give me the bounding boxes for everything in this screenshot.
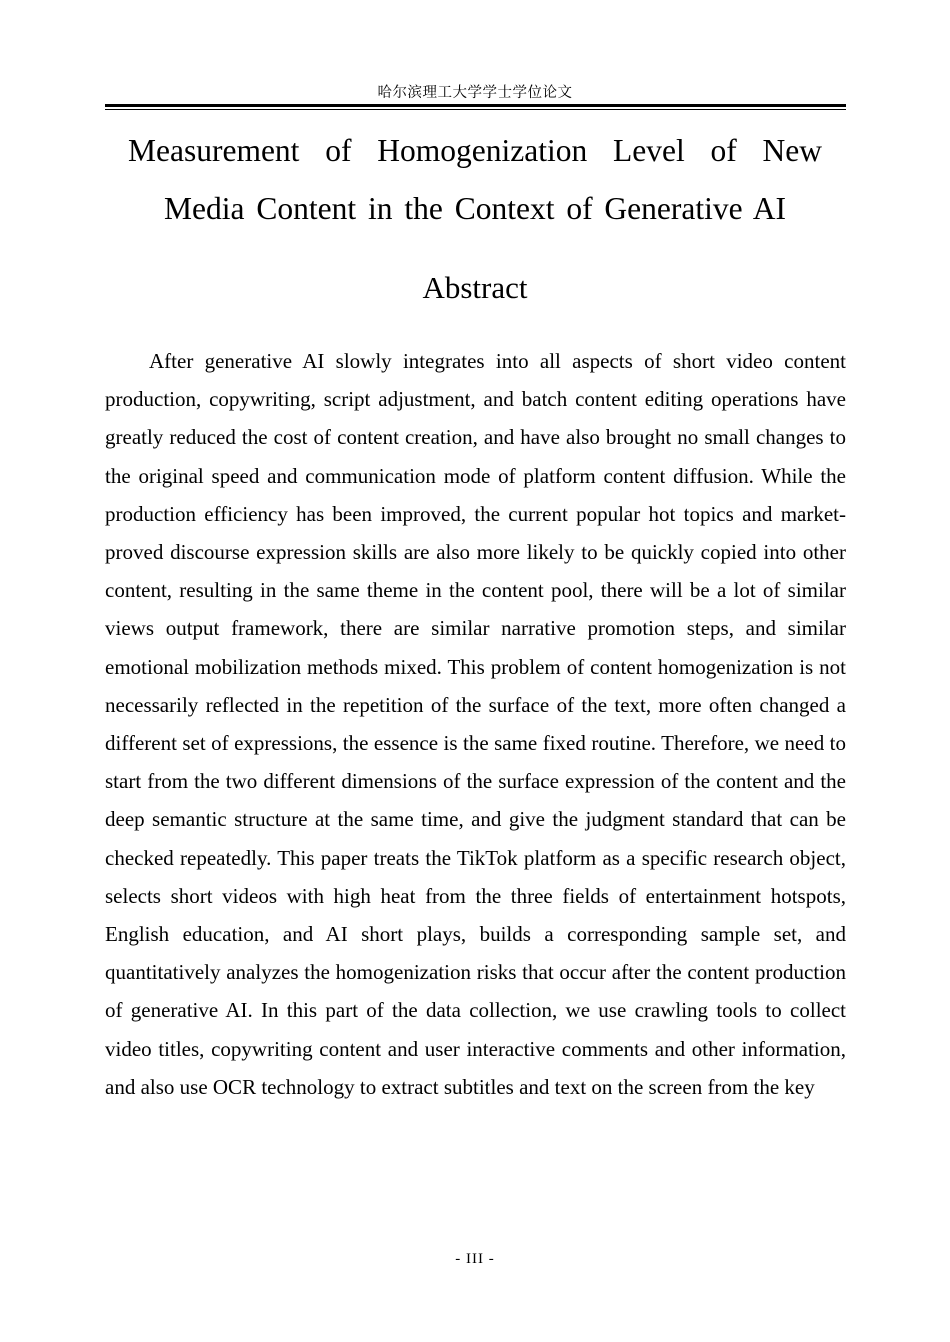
thesis-title: Measurement of Homogenization Level of New Media Content in the Context of Generative AI [128, 133, 822, 226]
page-number: - III - [455, 1251, 495, 1267]
abstract-heading: Abstract [422, 270, 528, 305]
abstract-body: After generative AI slowly integrates into all aspects of short video content production, copywriting, script adjustment, and batch content editing operations have greatly reduced the cost of content creation, and have also brought no small changes to the original speed and communication mode of platform content diffusion. While the production efficiency has been improved, the current popular hot topics and market-proved discourse expression skills are also more likely to be quickly copied into other content, resulting in the same theme in the content pool, there will be a lot of similar views output framework, there are similar narrative promotion steps, and similar emotional mobilization methods mixed. This problem of content homogenization is not necessarily reflected in the repetition of the surface of the text, more often changed a different set of expressions, the essence is the same fixed routine. Therefore, we need to start from the two different dimensions of the surface expression of the content and the deep semantic structure at the same time, and give the judgment standard that can be checked repeatedly. This paper treats the TikTok platform as a specific research object, selects short videos with high heat from the three fields of entertainment hotspots, English education, and AI short plays, builds a corresponding sample set, and quantitatively analyzes the homogenization risks that occur after the content production of generative AI. In this part of the data collection, we use crawling tools to collect video titles, copywriting content and user interactive comments and other information, and also use OCR technology to extract subtitles and text on the screen from the key [105, 349, 846, 1099]
running-header: 哈尔滨理工大学学士学位论文 [377, 85, 573, 101]
header-double-rule [105, 104, 846, 110]
